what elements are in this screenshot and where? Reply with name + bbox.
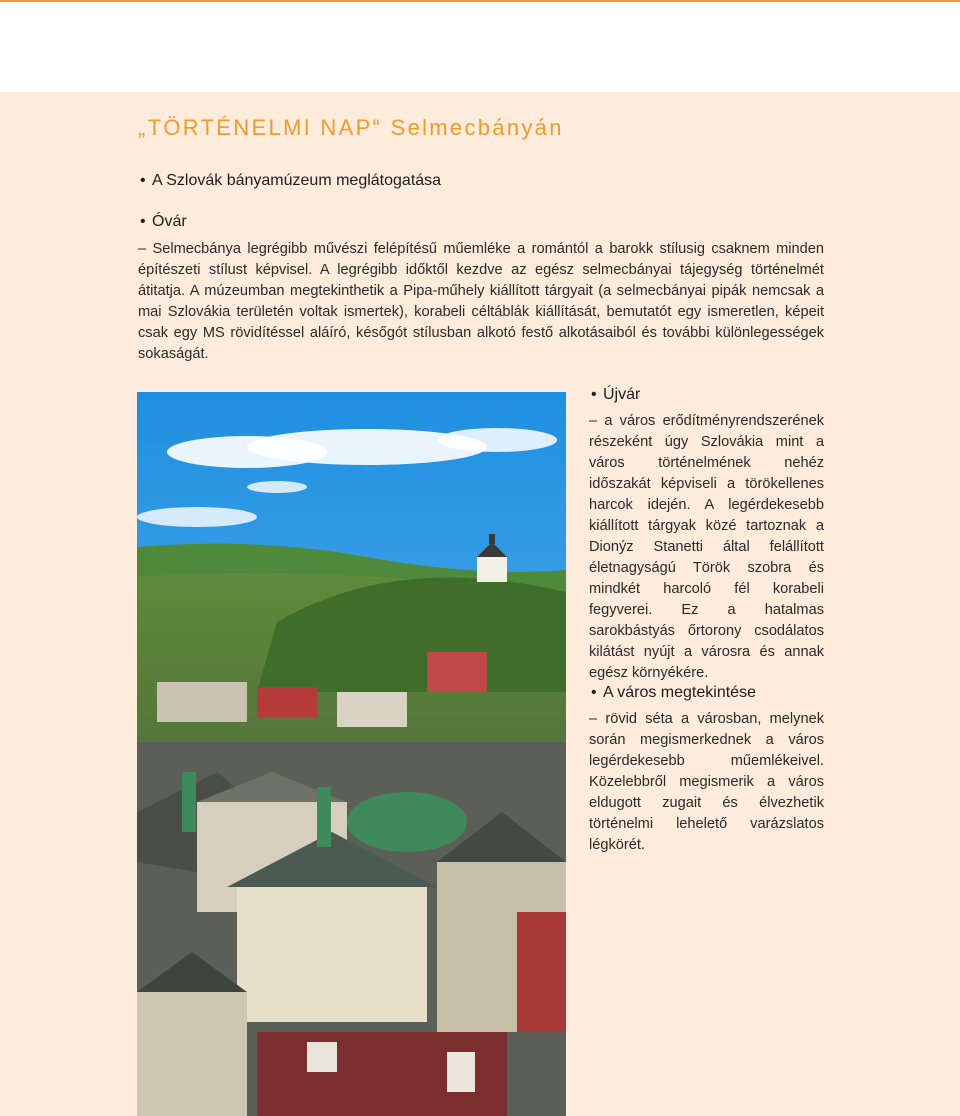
bullet-icon: •: [140, 172, 146, 189]
city-tour-text: – rövid séta a városban, melynek során megismerkednek a város legérdekesebb műemlékeivel. Közelebbről megismerik a város eldugott zugait és élvezhetik történelmi lehelető varázslatos légkörét.: [589, 711, 824, 853]
top-accent-line: [0, 0, 960, 2]
heading-text: Óvár: [152, 213, 187, 230]
old-castle-text: – Selmecbánya legrégibb művészi felépítésű műemléke a romántól a barokk stílusig csaknem minden építészeti stílust képvisel. A legrégibb időktől kezdve az egész selmecbányai tájegység történelmét átitatja. A múzeumban megtekinthetik a Pipa-műhely kiállított tárgyait (a selmecbányai pipák nemcsak a mai Szlovákia területén voltak ismertek), korabeli céltáblák kiállítását, bemutatót egy ismeretlen, képeit csak egy MS rövidítéssel aláíró, későgót stílusban alkotó festő alkotásaiból és további különlegességek sokaságát.: [138, 241, 824, 362]
bullet-icon: •: [591, 386, 597, 403]
town-panorama-photo: [137, 392, 566, 1116]
section-heading-old-castle: [140, 213, 187, 231]
bullet-icon: •: [591, 684, 597, 701]
section-heading-new-castle: [591, 386, 640, 404]
heading-text: Újvár: [603, 386, 641, 403]
section-heading-mining-museum: [140, 172, 441, 190]
section-heading-city-tour: [591, 684, 756, 702]
new-castle-text: – a város erődítményrendszerének részeként úgy Szlovákia mint a város történelmének nehéz időszakát képviseli a törökellenes harcok idején. A legérdekesebb kiállított tárgyak közé tartoznak a Dionýz Stanetti által felállított életnagyságú Török szobra és mindkét harcoló fél korabeli fegyverei. Ez a hatalmas sarokbástyás őrtorony csodálatos kilátást nyújt a városra és annak egész környékére.: [589, 413, 824, 681]
page-title: „TÖRTÉNELMI NAP“ Selmecbányán: [138, 115, 564, 140]
heading-text: A város megtekintése: [603, 684, 756, 701]
heading-text: A Szlovák bányamúzeum meglátogatása: [152, 172, 442, 189]
bullet-icon: •: [140, 213, 146, 230]
